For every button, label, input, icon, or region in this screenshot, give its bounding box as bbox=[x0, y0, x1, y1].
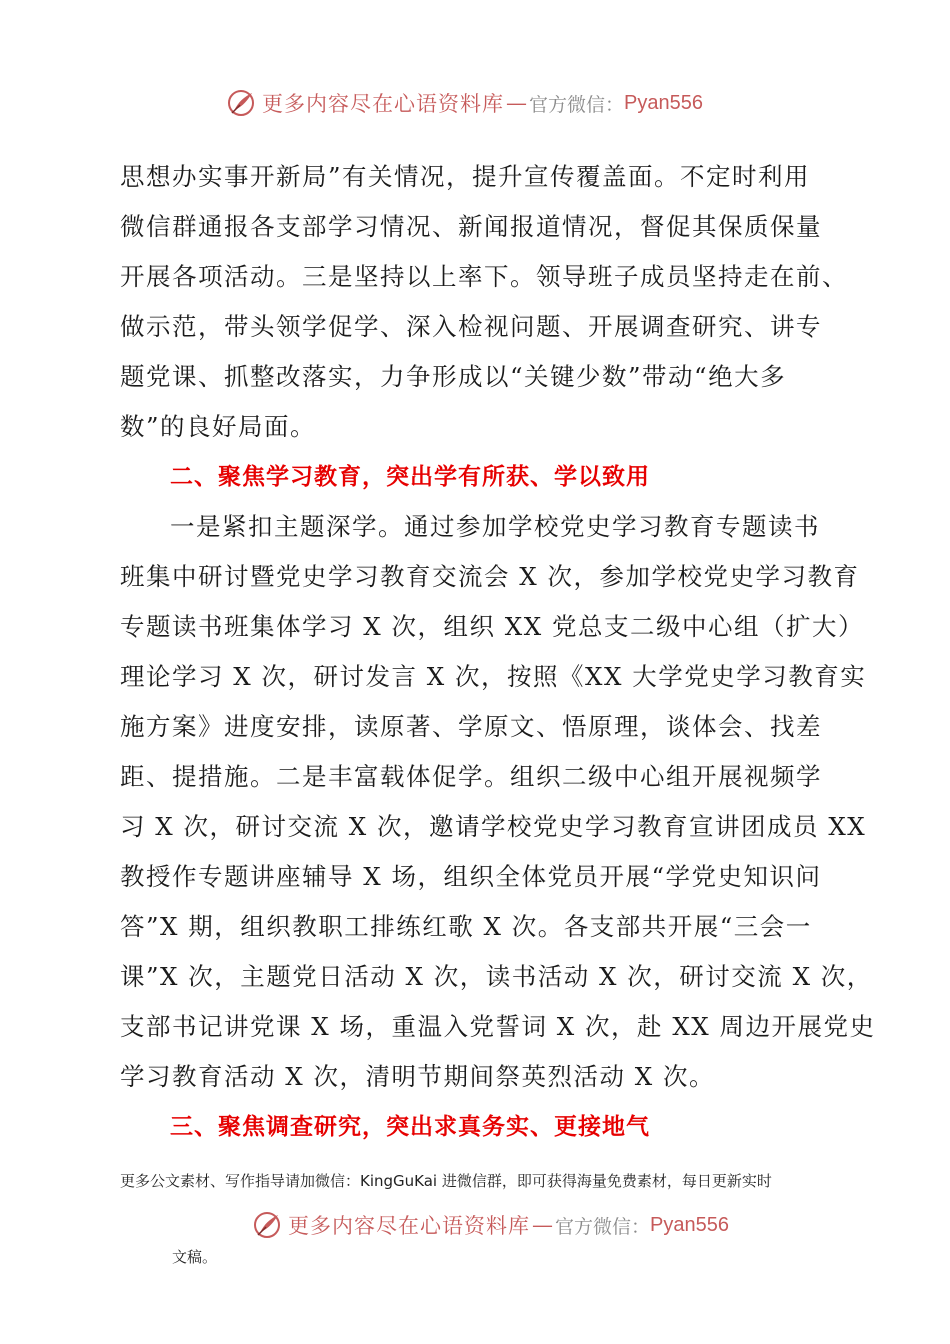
watermark-wechat-id: Pyan556 bbox=[650, 1213, 729, 1236]
watermark-top bbox=[226, 88, 703, 118]
watermark-label: 官方微信： bbox=[529, 93, 625, 116]
text-line: 距、提措施。二是丰富载体促学。组织二级中心组开展视频学 bbox=[120, 762, 822, 791]
text-line: 班集中研讨暨党史学习教育交流会 X 次，参加学校党史学习教育 bbox=[120, 562, 860, 591]
text-line: 专题读书班集体学习 X 次，组织 XX 党总支二级中心组（扩大） bbox=[120, 612, 864, 641]
text-line: 习 X 次，研讨交流 X 次，邀请学校党史学习教育宣讲团成员 XX bbox=[120, 812, 867, 841]
text-line: 开展各项活动。三是坚持以上率下。领导班子成员坚持走在前、 bbox=[120, 262, 848, 291]
text-line: 支部书记讲党课 X 场，重温入党誓词 X 次，赴 XX 周边开展党史 bbox=[120, 1012, 876, 1041]
watermark-wechat-id: Pyan556 bbox=[624, 91, 703, 114]
watermark-bottom bbox=[252, 1210, 729, 1240]
watermark-brand-text: 更多内容尽在心语资料库 bbox=[288, 1214, 530, 1238]
text-line: 题党课、抓整改落实，力争形成以“关键少数”带动“绝大多 bbox=[120, 362, 787, 391]
text-line: 做示范，带头领学促学、深入检视问题、开展调查研究、讲专 bbox=[120, 312, 822, 341]
footer-note: 更多公文素材、写作指导请加微信：KingGuKai 进微信群，即可获得海量免费素材，每日更新实时 bbox=[120, 1172, 772, 1190]
section-heading-3: 三、聚焦调查研究，突出求真务实、更接地气 bbox=[170, 1114, 650, 1140]
text-line: 课”X 次，主题党日活动 X 次，读书活动 X 次，研讨交流 X 次， bbox=[120, 962, 873, 991]
text-line: 理论学习 X 次，研讨发言 X 次，按照《XX 大学党史学习教育实 bbox=[120, 662, 867, 691]
quill-feather-icon bbox=[226, 88, 256, 118]
text-line: 学习教育活动 X 次，清明节期间祭英烈活动 X 次。 bbox=[120, 1062, 716, 1091]
watermark-dash: — bbox=[506, 91, 527, 115]
text-line: 一是紧扣主题深学。通过参加学校党史学习教育专题读书 bbox=[170, 512, 820, 541]
text-line: 思想办实事开新局”有关情况，提升宣传覆盖面。不定时利用 bbox=[120, 162, 811, 191]
section-heading-2: 二、聚焦学习教育，突出学有所获、学以致用 bbox=[170, 464, 650, 490]
document-body bbox=[120, 152, 876, 1152]
text-line: 微信群通报各支部学习情况、新闻报道情况，督促其保质保量 bbox=[120, 212, 822, 241]
text-line: 数”的良好局面。 bbox=[120, 412, 317, 441]
text-line: 施方案》进度安排，读原著、学原文、悟原理，谈体会、找差 bbox=[120, 712, 822, 741]
footer-note-tail: 文稿。 bbox=[172, 1248, 218, 1266]
quill-feather-icon bbox=[252, 1210, 282, 1240]
watermark-brand-text: 更多内容尽在心语资料库 bbox=[262, 92, 504, 116]
text-line: 教授作专题讲座辅导 X 场，组织全体党员开展“学党史知识问 bbox=[120, 862, 822, 891]
watermark-dash: — bbox=[532, 1213, 553, 1237]
text-line: 答”X 期，组织教职工排练红歌 X 次。各支部共开展“三会一 bbox=[120, 912, 812, 941]
watermark-label: 官方微信： bbox=[555, 1215, 651, 1238]
